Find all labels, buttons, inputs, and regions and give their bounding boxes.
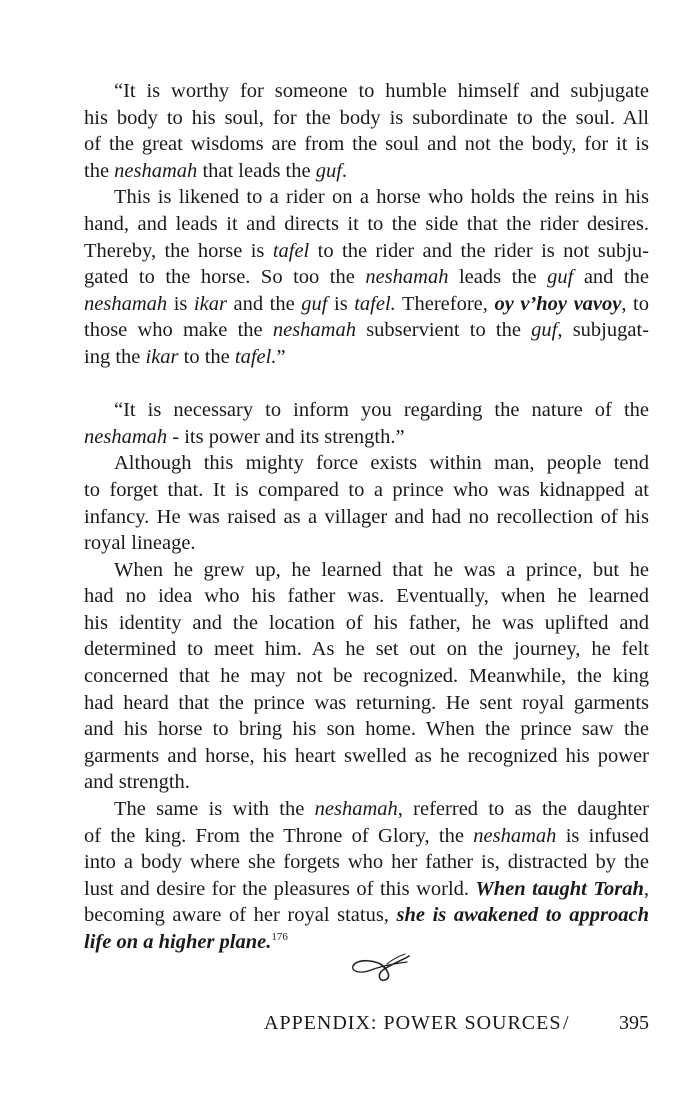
text-line bbox=[84, 450, 649, 477]
text-segment: Although this mighty force exists within man, people tend bbox=[114, 452, 649, 475]
text-line bbox=[84, 344, 649, 371]
text-segment: the bbox=[84, 159, 115, 182]
text-segment: The same is with the bbox=[114, 798, 315, 821]
text-segment: “It is necessary to inform you regarding the nature of the bbox=[114, 399, 649, 422]
italic-term: guf bbox=[315, 159, 342, 182]
italic-term: ikar bbox=[193, 292, 227, 315]
text-line bbox=[84, 131, 649, 158]
text-line bbox=[84, 849, 649, 876]
text-line bbox=[84, 610, 649, 637]
text-segment: This is likened to a rider on a horse who holds the reins in his bbox=[114, 186, 649, 209]
paragraph bbox=[84, 450, 649, 556]
text-segment: to the rider and the rider is not subju- bbox=[309, 239, 649, 262]
italic-term: neshamah bbox=[114, 159, 198, 182]
text-line bbox=[84, 477, 649, 504]
italic-term: guf bbox=[547, 266, 574, 289]
text-segment: of the king. From the Throne of Glory, the bbox=[84, 824, 474, 847]
text-line bbox=[84, 105, 649, 132]
text-line bbox=[84, 716, 649, 743]
italic-term: neshamah bbox=[314, 798, 398, 821]
text-line bbox=[84, 397, 649, 424]
text-segment: “It is worthy for someone to humble himself and subjugate bbox=[114, 80, 649, 102]
text-line bbox=[84, 317, 649, 344]
text-segment: When he grew up, he learned that he was a prince, but he bbox=[114, 558, 649, 581]
emphasis: life on a higher plane. bbox=[84, 931, 272, 953]
emphasis: When taught Torah bbox=[475, 877, 644, 900]
text-segment: those who make the bbox=[84, 319, 273, 342]
page-footer bbox=[250, 1008, 649, 1038]
text-segment: ing the bbox=[84, 345, 146, 368]
text-line bbox=[84, 902, 649, 929]
paragraph bbox=[84, 397, 649, 450]
text-segment: , subjugat- bbox=[557, 319, 649, 342]
text-segment: his identity and the location of his father, he was uplifted and bbox=[84, 611, 649, 634]
running-head: APPENDIX: POWER SOURCES bbox=[264, 1012, 562, 1034]
text-segment: concerned that he may not be recognized. Meanwhile, the king bbox=[84, 665, 649, 688]
text-line bbox=[84, 743, 649, 770]
text-line bbox=[84, 504, 649, 531]
italic-term: tafel. bbox=[354, 292, 396, 315]
text-segment: gated to the horse. So too the bbox=[84, 266, 366, 289]
paragraph-gap bbox=[84, 371, 649, 398]
text-line bbox=[84, 769, 649, 796]
footnote-marker: 176 bbox=[271, 931, 288, 944]
paragraph bbox=[84, 78, 649, 184]
text-segment: and the bbox=[226, 292, 302, 315]
text-line bbox=[84, 238, 649, 265]
italic-term: neshamah bbox=[272, 319, 356, 342]
paragraph bbox=[84, 796, 649, 956]
text-line bbox=[84, 583, 649, 610]
text-segment: that leads the bbox=[197, 159, 316, 182]
text-line bbox=[84, 876, 649, 903]
text-line bbox=[84, 557, 649, 584]
italic-term: neshamah bbox=[84, 425, 168, 448]
text-segment: lust and desire for the pleasures of this world. bbox=[84, 877, 476, 900]
text-segment: to the bbox=[178, 345, 235, 368]
text-segment: Thereby, the horse is bbox=[84, 239, 273, 262]
paragraph bbox=[84, 557, 649, 796]
text-segment: royal lineage. bbox=[84, 532, 196, 555]
text-segment: had heard that the prince was returning. He sent royal garments bbox=[84, 691, 649, 714]
body-text bbox=[84, 78, 649, 956]
italic-term: tafel. bbox=[234, 345, 277, 368]
text-segment: determined to meet him. As he set out on the journey, he felt bbox=[84, 638, 649, 661]
text-segment: and the bbox=[573, 266, 649, 289]
text-segment: . bbox=[341, 159, 348, 182]
footer-separator: / bbox=[563, 1012, 569, 1034]
page-number: 395 bbox=[619, 1012, 649, 1034]
italic-term: neshamah bbox=[365, 266, 449, 289]
text-segment: , to bbox=[621, 292, 649, 315]
text-segment: is bbox=[327, 292, 355, 315]
italic-term: neshamah bbox=[84, 292, 168, 315]
text-segment: into a body where she forgets who her father is, distracted by the bbox=[84, 851, 649, 874]
text-line bbox=[84, 530, 649, 557]
text-line bbox=[84, 158, 649, 185]
text-segment: - its power and its strength.” bbox=[167, 425, 405, 448]
text-segment: leads the bbox=[448, 266, 548, 289]
text-segment: subservient to the bbox=[355, 319, 532, 342]
text-segment: of the great wisdoms are from the soul and not the body, for it is bbox=[84, 133, 649, 156]
text-segment: , bbox=[643, 877, 649, 900]
text-line bbox=[84, 796, 649, 823]
text-line bbox=[84, 78, 649, 105]
text-segment: infancy. He was raised as a villager and had no recollection of his bbox=[84, 505, 649, 528]
italic-term: tafel bbox=[272, 239, 310, 262]
text-line bbox=[84, 690, 649, 717]
text-line bbox=[84, 211, 649, 238]
text-segment: and strength. bbox=[84, 771, 190, 794]
italic-term: neshamah bbox=[473, 824, 557, 847]
text-line bbox=[84, 424, 649, 451]
text-segment: his body to his soul, for the body is subordinate to the soul. All bbox=[84, 106, 649, 129]
text-line bbox=[84, 184, 649, 211]
flourish-ornament-icon bbox=[347, 950, 413, 984]
text-segment: , referred to as the daughter bbox=[397, 798, 649, 821]
text-segment: ” bbox=[276, 345, 286, 368]
paragraph bbox=[84, 184, 649, 370]
text-segment: is infused bbox=[556, 824, 649, 847]
text-line bbox=[84, 663, 649, 690]
emphasis: she is awakened to approach bbox=[396, 904, 649, 927]
text-segment: had no idea who his father was. Eventually, when he learned bbox=[84, 585, 649, 608]
emphasis: oy v’hoy vavoy bbox=[494, 292, 622, 315]
text-line bbox=[84, 264, 649, 291]
text-segment: is bbox=[167, 292, 194, 315]
italic-term: ikar bbox=[145, 345, 179, 368]
text-segment: to forget that. It is compared to a prince who was kidnapped at bbox=[84, 478, 649, 501]
italic-term: guf bbox=[531, 319, 558, 342]
text-segment: hand, and leads it and directs it to the side that the rider desires. bbox=[84, 212, 649, 235]
text-segment: Therefore, bbox=[395, 292, 495, 315]
text-line bbox=[84, 823, 649, 850]
italic-term: guf bbox=[301, 292, 328, 315]
text-segment: garments and horse, his heart swelled as he recognized his power bbox=[84, 744, 649, 767]
text-segment: becoming aware of her royal status, bbox=[84, 904, 397, 927]
text-segment: and his horse to bring his son home. When the prince saw the bbox=[84, 718, 649, 741]
text-line bbox=[84, 636, 649, 663]
text-line bbox=[84, 291, 649, 318]
